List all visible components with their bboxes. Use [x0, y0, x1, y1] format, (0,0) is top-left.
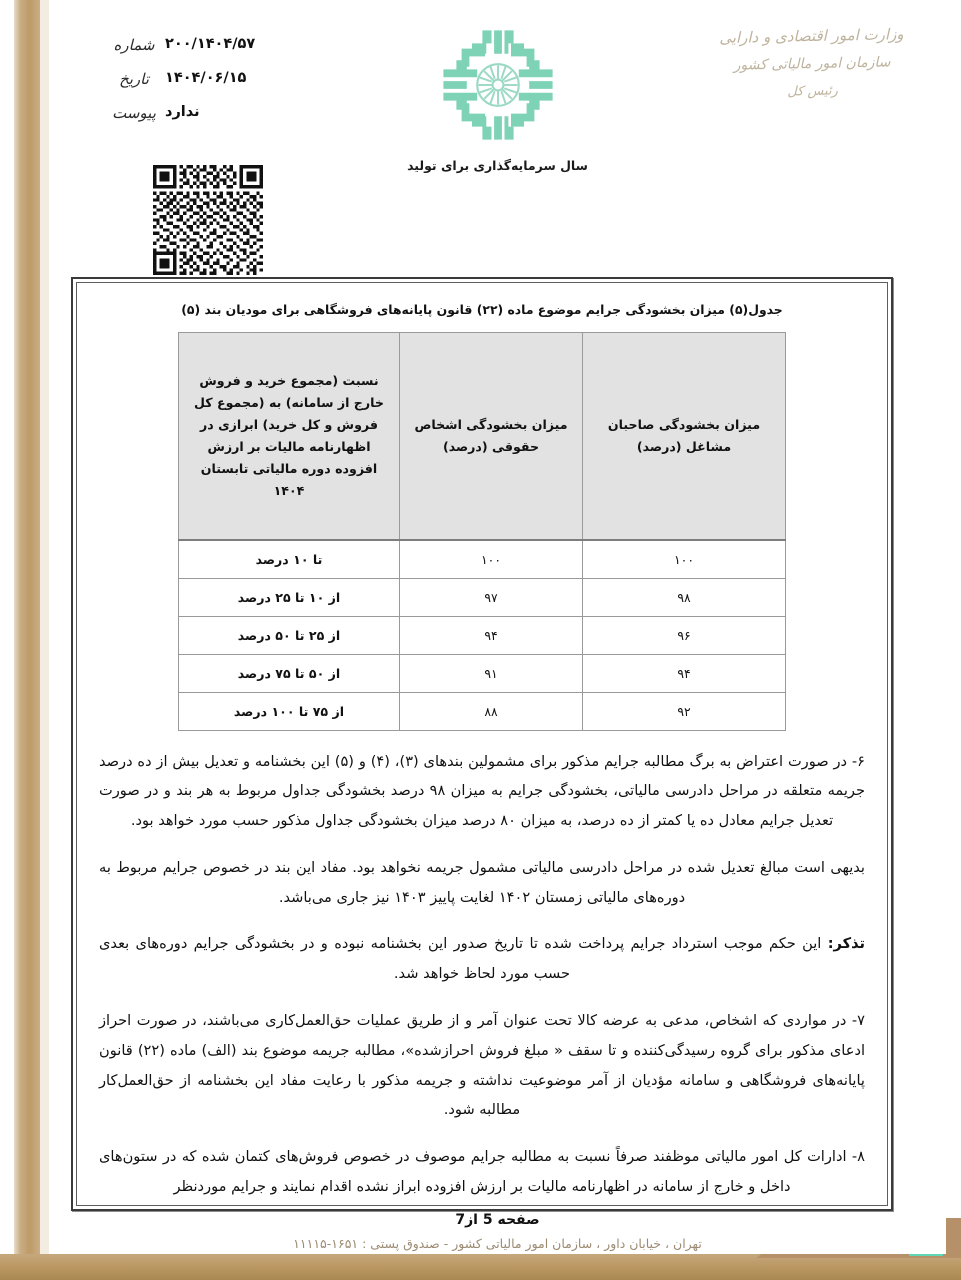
paragraph-reminder — [99, 929, 865, 989]
paragraph-item-6: ۶- در صورت اعتراض به برگ مطالبه جرایم مذکور برای مشمولین بندهای (۳)، (۴) و (۵) این بخشنامه و تعدیل بیش از ده درصد جریمه متعلقه در مراحل دادرسی مالیاتی، بخشودگی جرایم به میزان ۹۸ درصد بخشودگی جداول مربوط به هر بند و در صورت تعدیل جرایم معادل ده یا کمتر از ده درصد، به میزان ۸۰ درصد میزان بخشودگی جداول مذکور حسب مورد خواهد بود. — [99, 752, 865, 830]
attachment-label: پیوست — [112, 104, 156, 122]
scan-edge-left-inner — [40, 0, 49, 1280]
letterhead-ministry: وزارت امور اقتصادی و دارایی — [719, 25, 904, 47]
cell-business: ۹۸ — [583, 578, 786, 616]
cell-legal: ۹۱ — [400, 654, 583, 692]
meta-row-date — [111, 70, 361, 104]
cell-business: ۹۲ — [583, 692, 786, 730]
letterhead-organization: سازمان امور مالیاتی کشور — [733, 54, 891, 74]
paragraph-item-8: ۸- ادارات کل امور مالیاتی موظفند صرفاً نسبت به مطالبه جرایم موصوف در خصوص فروش‌های کتمان شده که در ستون‌های داخل و خارج از سامانه در اظهارنامه مالیات بر ارزش افزوده ابراز نشده اقدام نمایند و جرایم موردنظر — [99, 1148, 865, 1195]
table-header-row — [179, 332, 786, 540]
attachment-value: ندارد — [165, 104, 200, 120]
document-header — [49, 0, 946, 200]
page-number: صفحه 5 از7 — [455, 1212, 540, 1228]
number-label: شماره — [113, 36, 155, 54]
cell-legal: ۹۴ — [400, 616, 583, 654]
table-row — [179, 616, 786, 654]
meta-row-attachment — [111, 104, 361, 138]
qr-code-icon — [145, 165, 271, 275]
table-caption: جدول(۵) میزان بخشودگی جرایم موضوع ماده (۲۲) قانون پایانه‌های فروشگاهی برای مودیان بند (۵) — [181, 302, 783, 317]
cell-business: ۹۴ — [583, 654, 786, 692]
scan-edge-left — [14, 0, 40, 1280]
date-label: تاریخ — [119, 70, 149, 88]
cell-legal: ۹۷ — [400, 578, 583, 616]
body-paragraphs — [99, 747, 865, 1202]
header-ratio: نسبت (مجموع خرید و فروش خارج از سامانه) به (مجموع کل فروش و کل خرید) ابرازی در اظهارنامه مالیات بر ارزش افزوده دوره مالیاتی تابستان ۱۴۰۴ — [179, 332, 400, 540]
reminder-text: این حکم موجب استرداد جرایم پرداخت شده تا تاریخ صدور این بخشنامه نبوده و در بخشودگی جرایم دوره‌های بعدی حسب مورد لحاظ خواهد شد. — [99, 935, 828, 983]
inta-logo — [433, 20, 563, 150]
cell-legal: ۸۸ — [400, 692, 583, 730]
table-row — [179, 654, 786, 692]
cell-range: از ۲۵ تا ۵۰ درصد — [179, 616, 400, 654]
cell-business: ۱۰۰ — [583, 540, 786, 579]
table-row — [179, 578, 786, 616]
cell-range: از ۵۰ تا ۷۵ درصد — [179, 654, 400, 692]
header-legal-persons: میزان بخشودگی اشخاص حقوقی (درصد) — [400, 332, 583, 540]
document-page — [49, 0, 946, 1254]
reminder-label: تذکر: — [827, 935, 865, 953]
cell-range: تا ۱۰ درصد — [179, 540, 400, 579]
date-value: ۱۴۰۴/۰۶/۱۵ — [165, 70, 247, 86]
paragraph-item-7: ۷- در مواردی که اشخاص، مدعی به عرضه کالا تحت عنوان آمر و از طریق عملیات حق‌العمل‌کاری می‌باشند، در صورت احراز ادعای مذکور برای گروه رسیدگی‌کننده و تا سقف « مبلغ فروش احرازشده»، مطالبه جریمه موضوع بند (الف) ماده (۲۲) قانون پایانه‌های فروشگاهی و سامانه مؤدیان از آمر موضوعیت نداشته و جریمه مذکور با رعایت مفاد این بخشنامه از حق‌العمل‌کار مطالبه شود. — [99, 1011, 865, 1119]
content-frame-inner — [76, 282, 888, 1206]
table-row — [179, 540, 786, 579]
forgiveness-rates-table — [178, 332, 786, 731]
content-frame — [71, 277, 893, 1211]
table-row — [179, 692, 786, 730]
footer-address: تهران ، خیابان داور ، سازمان امور مالیاتی کشور - صندوق پستی : ۱۶۵۱-۱۱۱۱۵ — [293, 1236, 702, 1251]
cell-range: از ۱۰ تا ۲۵ درصد — [179, 578, 400, 616]
letterhead-role: رئیس کل — [787, 83, 839, 100]
cell-range: از ۷۵ تا ۱۰۰ درصد — [179, 692, 400, 730]
document-meta — [111, 36, 361, 138]
meta-row-number — [111, 36, 361, 70]
letterhead-calligraphy — [687, 19, 937, 106]
paragraph-item-6-note: بدیهی است مبالغ تعدیل شده در مراحل دادرسی مالیاتی مشمول جریمه نخواهد بود. مفاد این بند در خصوص جرایم مربوط به دوره‌های مالیاتی زمستان ۱۴۰۲ لغایت پاییز ۱۴۰۳ نیز جاری می‌باشد. — [99, 858, 865, 906]
cell-legal: ۱۰۰ — [400, 540, 583, 579]
header-business-owners: میزان بخشودگی صاحبان مشاغل (درصد) — [583, 332, 786, 540]
number-value: ۲۰۰/۱۴۰۴/۵۷ — [165, 36, 256, 52]
cell-business: ۹۶ — [583, 616, 786, 654]
year-slogan: سال سرمایه‌گذاری برای تولید — [407, 158, 588, 173]
